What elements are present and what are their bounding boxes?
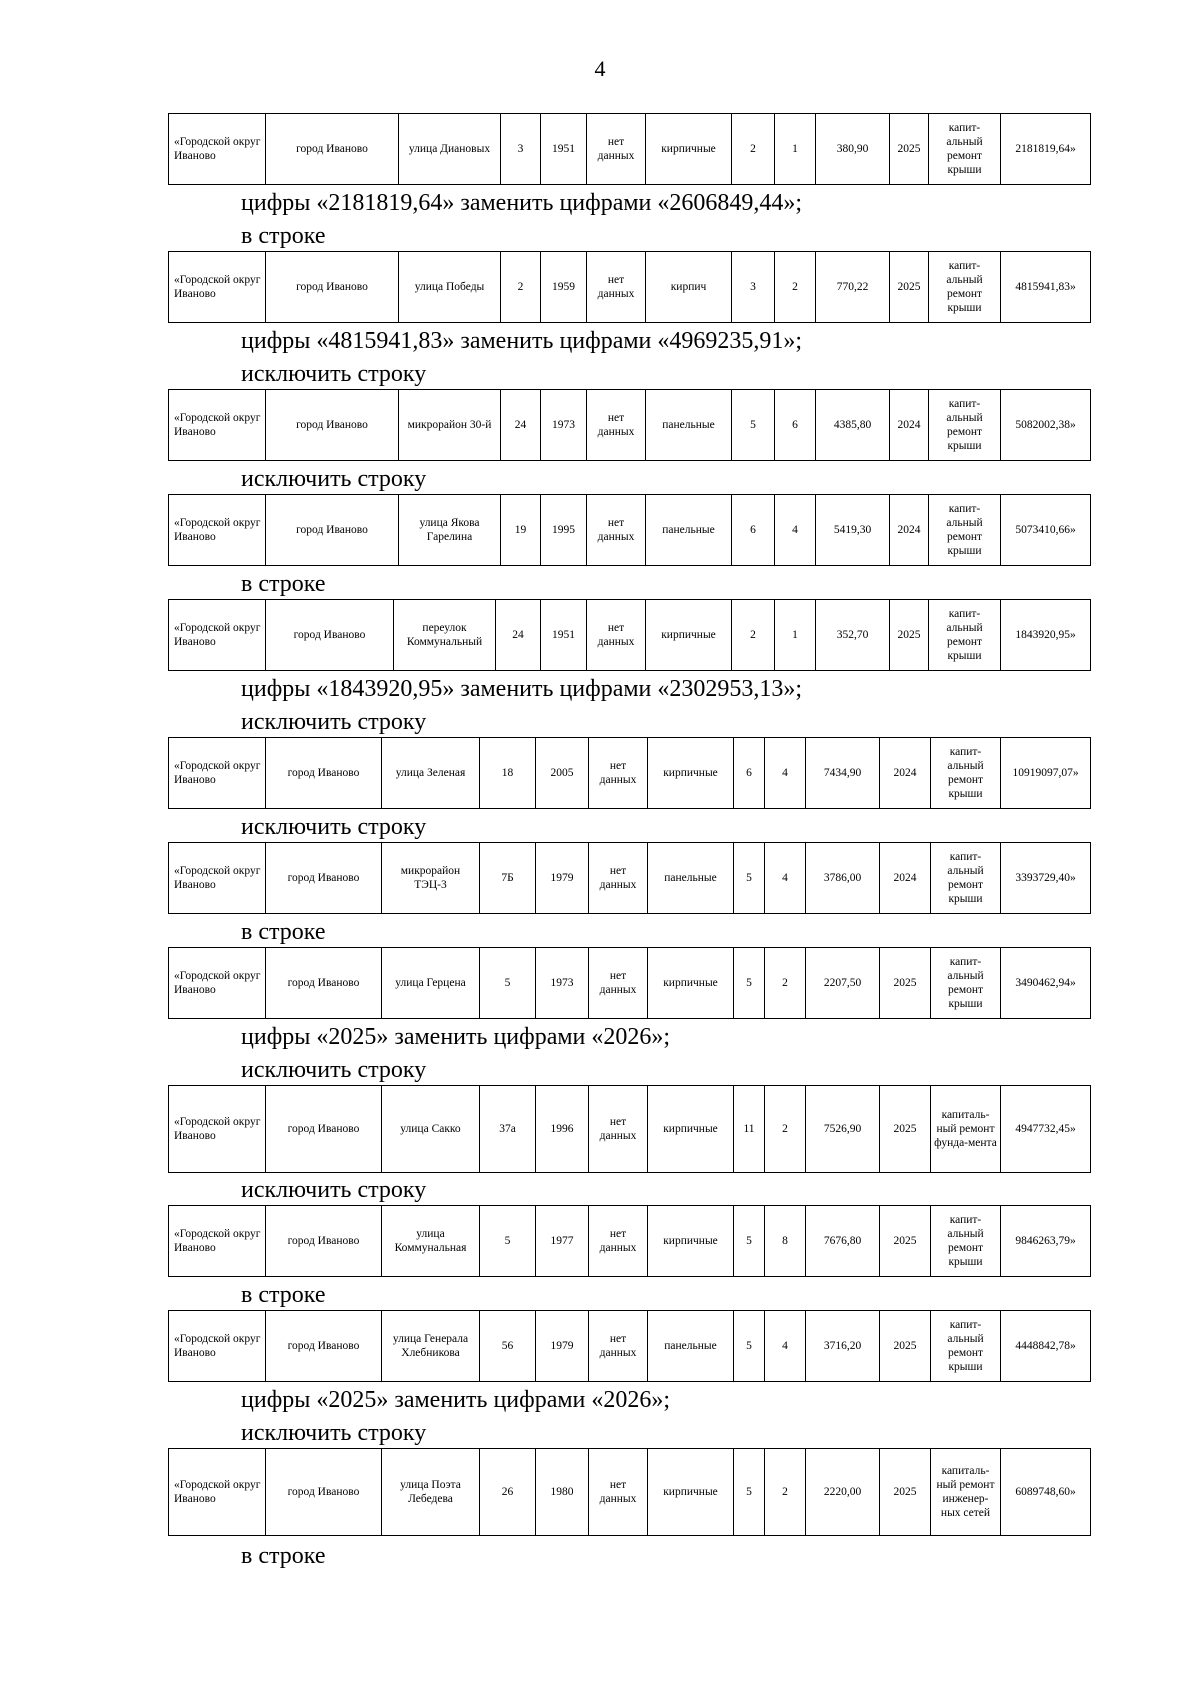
cell-floors: 5 — [732, 390, 775, 461]
cell-settlement: город Иваново — [266, 114, 399, 185]
cell-material: кирпич — [646, 252, 732, 323]
cell-street: улица Якова Гарелина — [399, 495, 501, 566]
cell-area: 2207,50 — [806, 948, 880, 1019]
cell-material: панельные — [646, 390, 732, 461]
cell-floors: 5 — [734, 1311, 765, 1382]
cell-cost: 5082002,38» — [1001, 390, 1091, 461]
cell-area: 5419,30 — [816, 495, 890, 566]
cell-municipality: «Городской округ Иваново — [169, 1086, 266, 1173]
cell-data: нет данных — [589, 843, 648, 914]
cell-entrances: 4 — [775, 495, 816, 566]
cell-municipality: «Городской округ Иваново — [169, 843, 266, 914]
cell-plan-year: 2024 — [890, 390, 929, 461]
cell-entrances: 4 — [765, 843, 806, 914]
cell-year: 1973 — [541, 390, 587, 461]
cell-entrances: 2 — [765, 1449, 806, 1536]
table-row — [168, 389, 1090, 461]
instruction-text: в строке — [241, 571, 326, 597]
cell-settlement: город Иваново — [266, 1311, 382, 1382]
cell-work-type: капит-альный ремонт крыши — [931, 1311, 1001, 1382]
cell-street: улица Диановых — [399, 114, 501, 185]
cell-year: 1959 — [541, 252, 587, 323]
cell-data: нет данных — [589, 1311, 648, 1382]
cell-data: нет данных — [587, 114, 646, 185]
cell-municipality: «Городской округ Иваново — [169, 738, 266, 809]
cell-street: улица Герцена — [382, 948, 480, 1019]
cell-settlement: город Иваново — [266, 1206, 382, 1277]
cell-house: 5 — [480, 1206, 536, 1277]
cell-entrances: 2 — [775, 252, 816, 323]
cell-settlement: город Иваново — [266, 738, 382, 809]
instruction-text: в строке — [241, 1282, 326, 1308]
instruction-text: в строке — [241, 223, 326, 249]
cell-area: 7434,90 — [806, 738, 880, 809]
instruction-text: цифры «4815941,83» заменить цифрами «4969235,91»; — [241, 328, 803, 354]
cell-material: кирпичные — [648, 1449, 734, 1536]
cell-street: улица Победы — [399, 252, 501, 323]
cell-area: 3716,20 — [806, 1311, 880, 1382]
cell-entrances: 2 — [765, 1086, 806, 1173]
cell-settlement: город Иваново — [266, 252, 399, 323]
table-row — [168, 251, 1090, 323]
cell-floors: 2 — [732, 600, 775, 671]
instruction-text: исключить строку — [241, 1057, 427, 1083]
cell-work-type: капиталь-ный ремонт фунда-мента — [931, 1086, 1001, 1173]
cell-year: 1951 — [541, 600, 587, 671]
cell-plan-year: 2025 — [880, 948, 931, 1019]
cell-area: 7526,90 — [806, 1086, 880, 1173]
cell-municipality: «Городской округ Иваново — [169, 1449, 266, 1536]
cell-municipality: «Городской округ Иваново — [169, 114, 266, 185]
cell-municipality: «Городской округ Иваново — [169, 948, 266, 1019]
table-row — [168, 599, 1090, 671]
cell-plan-year: 2024 — [890, 495, 929, 566]
cell-settlement: город Иваново — [266, 600, 394, 671]
cell-settlement: город Иваново — [266, 495, 399, 566]
instruction-text: исключить строку — [241, 466, 427, 492]
cell-house: 37а — [480, 1086, 536, 1173]
instruction-text: цифры «1843920,95» заменить цифрами «2302953,13»; — [241, 676, 803, 702]
cell-house: 24 — [496, 600, 541, 671]
cell-area: 4385,80 — [816, 390, 890, 461]
cell-year: 1973 — [536, 948, 589, 1019]
cell-floors: 6 — [732, 495, 775, 566]
cell-settlement: город Иваново — [266, 390, 399, 461]
cell-work-type: капит-альный ремонт крыши — [931, 738, 1001, 809]
cell-data: нет данных — [589, 738, 648, 809]
instruction-text: в строке — [241, 919, 326, 945]
cell-house: 19 — [501, 495, 541, 566]
cell-house: 24 — [501, 390, 541, 461]
cell-work-type: капит-альный ремонт крыши — [931, 948, 1001, 1019]
cell-house: 2 — [501, 252, 541, 323]
cell-work-type: капит-альный ремонт крыши — [929, 114, 1001, 185]
cell-municipality: «Городской округ Иваново — [169, 1311, 266, 1382]
cell-cost: 3490462,94» — [1001, 948, 1091, 1019]
cell-year: 1996 — [536, 1086, 589, 1173]
table-row — [168, 737, 1090, 809]
cell-year: 1995 — [541, 495, 587, 566]
cell-cost: 1843920,95» — [1001, 600, 1091, 671]
table-row — [168, 947, 1090, 1019]
cell-material: кирпичные — [646, 600, 732, 671]
table-row — [168, 494, 1090, 566]
cell-floors: 11 — [734, 1086, 765, 1173]
cell-plan-year: 2025 — [890, 114, 929, 185]
cell-entrances: 6 — [775, 390, 816, 461]
cell-material: панельные — [648, 1311, 734, 1382]
cell-street: микрорайон 30-й — [399, 390, 501, 461]
cell-house: 18 — [480, 738, 536, 809]
cell-work-type: капит-альный ремонт крыши — [931, 1206, 1001, 1277]
instruction-text: в строке — [241, 1543, 326, 1569]
cell-year: 1951 — [541, 114, 587, 185]
cell-material: кирпичные — [648, 1206, 734, 1277]
cell-data: нет данных — [589, 1449, 648, 1536]
cell-data: нет данных — [587, 252, 646, 323]
cell-street: улица Сакко — [382, 1086, 480, 1173]
table-row — [168, 113, 1090, 185]
cell-settlement: город Иваново — [266, 843, 382, 914]
cell-work-type: капиталь-ный ремонт инженер-ных сетей — [931, 1449, 1001, 1536]
cell-material: кирпичные — [648, 948, 734, 1019]
cell-floors: 5 — [734, 948, 765, 1019]
table-row — [168, 1085, 1090, 1173]
cell-street: улица Коммунальная — [382, 1206, 480, 1277]
cell-street: улица Генерала Хлебникова — [382, 1311, 480, 1382]
cell-plan-year: 2025 — [880, 1206, 931, 1277]
cell-area: 7676,80 — [806, 1206, 880, 1277]
cell-entrances: 2 — [765, 948, 806, 1019]
cell-year: 1979 — [536, 843, 589, 914]
cell-data: нет данных — [587, 600, 646, 671]
instruction-text: исключить строку — [241, 1420, 427, 1446]
cell-year: 1979 — [536, 1311, 589, 1382]
cell-street: переулок Коммунальный — [394, 600, 496, 671]
cell-work-type: капит-альный ремонт крыши — [929, 600, 1001, 671]
cell-plan-year: 2025 — [880, 1086, 931, 1173]
cell-settlement: город Иваново — [266, 1449, 382, 1536]
cell-cost: 4448842,78» — [1001, 1311, 1091, 1382]
cell-work-type: капит-альный ремонт крыши — [931, 843, 1001, 914]
cell-municipality: «Городской округ Иваново — [169, 252, 266, 323]
table-row — [168, 1448, 1090, 1536]
cell-cost: 4947732,45» — [1001, 1086, 1091, 1173]
cell-year: 1977 — [536, 1206, 589, 1277]
cell-entrances: 1 — [775, 600, 816, 671]
cell-municipality: «Городской округ Иваново — [169, 495, 266, 566]
instruction-text: исключить строку — [241, 709, 427, 735]
cell-street: улица Поэта Лебедева — [382, 1449, 480, 1536]
cell-municipality: «Городской округ Иваново — [169, 390, 266, 461]
cell-plan-year: 2025 — [890, 600, 929, 671]
cell-floors: 5 — [734, 1449, 765, 1536]
cell-material: кирпичные — [646, 114, 732, 185]
cell-street: микрорайон ТЭЦ-3 — [382, 843, 480, 914]
cell-work-type: капит-альный ремонт крыши — [929, 390, 1001, 461]
cell-data: нет данных — [589, 948, 648, 1019]
cell-settlement: город Иваново — [266, 1086, 382, 1173]
instruction-text: цифры «2181819,64» заменить цифрами «2606849,44»; — [241, 190, 803, 216]
cell-floors: 6 — [734, 738, 765, 809]
cell-material: кирпичные — [648, 738, 734, 809]
cell-material: панельные — [648, 843, 734, 914]
cell-year: 1980 — [536, 1449, 589, 1536]
cell-work-type: капит-альный ремонт крыши — [929, 252, 1001, 323]
cell-plan-year: 2024 — [880, 738, 931, 809]
cell-data: нет данных — [589, 1206, 648, 1277]
cell-data: нет данных — [587, 495, 646, 566]
cell-cost: 4815941,83» — [1001, 252, 1091, 323]
cell-area: 2220,00 — [806, 1449, 880, 1536]
cell-cost: 2181819,64» — [1001, 114, 1091, 185]
cell-area: 3786,00 — [806, 843, 880, 914]
cell-plan-year: 2025 — [880, 1449, 931, 1536]
cell-data: нет данных — [589, 1086, 648, 1173]
cell-material: кирпичные — [648, 1086, 734, 1173]
cell-entrances: 4 — [765, 738, 806, 809]
cell-cost: 10919097,07» — [1001, 738, 1091, 809]
instruction-text: цифры «2025» заменить цифрами «2026»; — [241, 1024, 671, 1050]
cell-area: 380,90 — [816, 114, 890, 185]
cell-settlement: город Иваново — [266, 948, 382, 1019]
table-row — [168, 842, 1090, 914]
cell-floors: 5 — [734, 1206, 765, 1277]
cell-street: улица Зеленая — [382, 738, 480, 809]
cell-house: 26 — [480, 1449, 536, 1536]
cell-municipality: «Городской округ Иваново — [169, 1206, 266, 1277]
cell-house: 56 — [480, 1311, 536, 1382]
cell-cost: 3393729,40» — [1001, 843, 1091, 914]
cell-house: 3 — [501, 114, 541, 185]
cell-floors: 5 — [734, 843, 765, 914]
cell-area: 770,22 — [816, 252, 890, 323]
cell-house: 5 — [480, 948, 536, 1019]
instruction-text: исключить строку — [241, 1177, 427, 1203]
table-row — [168, 1310, 1090, 1382]
page-number: 4 — [594, 56, 606, 81]
cell-cost: 5073410,66» — [1001, 495, 1091, 566]
instruction-text: цифры «2025» заменить цифрами «2026»; — [241, 1387, 671, 1413]
cell-municipality: «Городской округ Иваново — [169, 600, 266, 671]
cell-floors: 2 — [732, 114, 775, 185]
cell-plan-year: 2024 — [880, 843, 931, 914]
instruction-text: исключить строку — [241, 814, 427, 840]
cell-entrances: 4 — [765, 1311, 806, 1382]
cell-cost: 9846263,79» — [1001, 1206, 1091, 1277]
cell-entrances: 1 — [775, 114, 816, 185]
cell-plan-year: 2025 — [890, 252, 929, 323]
cell-plan-year: 2025 — [880, 1311, 931, 1382]
cell-area: 352,70 — [816, 600, 890, 671]
cell-entrances: 8 — [765, 1206, 806, 1277]
cell-material: панельные — [646, 495, 732, 566]
cell-data: нет данных — [587, 390, 646, 461]
cell-house: 7Б — [480, 843, 536, 914]
instruction-text: исключить строку — [241, 361, 427, 387]
cell-floors: 3 — [732, 252, 775, 323]
cell-year: 2005 — [536, 738, 589, 809]
table-row — [168, 1205, 1090, 1277]
cell-cost: 6089748,60» — [1001, 1449, 1091, 1536]
cell-work-type: капит-альный ремонт крыши — [929, 495, 1001, 566]
